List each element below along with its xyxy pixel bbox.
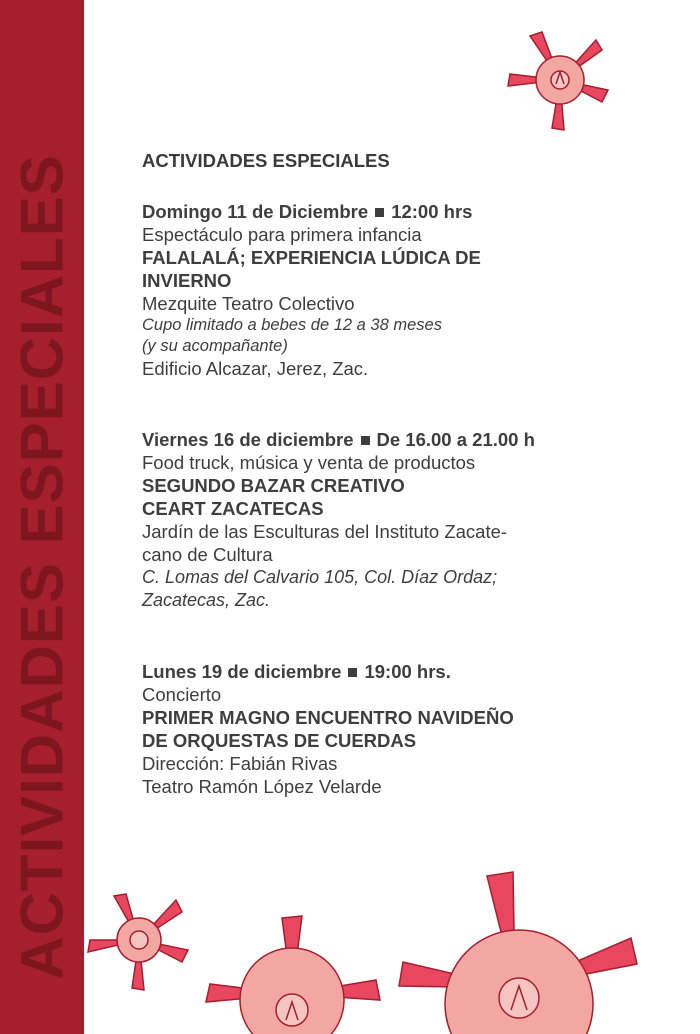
event-venue: Teatro Ramón López Velarde — [142, 776, 382, 797]
event-date: Viernes 16 de diciembre — [142, 429, 354, 450]
event-title: INVIERNO — [142, 270, 232, 291]
event-date: Lunes 19 de diciembre — [142, 661, 342, 682]
event-listing — [142, 150, 662, 846]
pinata-illustration-small — [84, 890, 194, 995]
sidebar-band — [0, 0, 84, 1034]
vertical-title: ACTIVIDADES ESPECIALES — [8, 154, 76, 980]
event-director: Dirección: Fabián Rivas — [142, 753, 338, 774]
event-venue: Edificio Alcazar, Jerez, Zac. — [142, 358, 369, 379]
pinata-illustration-top — [500, 28, 620, 138]
event-category: Concierto — [142, 684, 222, 705]
event-address: Zacatecas, Zac. — [142, 590, 271, 610]
pinata-illustration-medium — [200, 910, 390, 1034]
square-bullet-icon — [348, 668, 357, 677]
event-note: (y su acompañante) — [142, 337, 288, 355]
event-item — [142, 200, 662, 380]
event-date-line — [142, 428, 662, 451]
event-time: 12:00 hrs — [391, 201, 473, 222]
event-item — [142, 428, 662, 612]
event-venue: Jardín de las Esculturas del Instituto Zacate- — [142, 521, 508, 542]
page-title: ACTIVIDADES ESPECIALES — [142, 150, 390, 171]
event-note: Cupo limitado a bebes de 12 a 38 meses — [142, 316, 442, 334]
event-category: Espectáculo para primera infancia — [142, 224, 422, 245]
square-bullet-icon — [361, 436, 370, 445]
event-date-line — [142, 200, 662, 223]
event-venue: cano de Cultura — [142, 544, 273, 565]
event-title: DE ORQUESTAS DE CUERDAS — [142, 730, 417, 751]
event-time: De 16.00 a 21.00 h — [376, 429, 535, 450]
event-date: Domingo 11 de Diciembre — [142, 201, 369, 222]
event-category: Food truck, música y venta de productos — [142, 452, 476, 473]
event-address: C. Lomas del Calvario 105, Col. Díaz Ordaz; — [142, 567, 498, 587]
event-title: CEART ZACATECAS — [142, 498, 324, 519]
event-title: PRIMER MAGNO ENCUENTRO NAVIDEÑO — [142, 707, 514, 728]
event-item — [142, 660, 662, 798]
event-title: SEGUNDO BAZAR CREATIVO — [142, 475, 405, 496]
pinata-illustration-large — [395, 868, 645, 1034]
event-title: FALALALÁ; EXPERIENCIA LÚDICA DE — [142, 247, 481, 268]
event-company: Mezquite Teatro Colectivo — [142, 293, 355, 314]
event-time: 19:00 hrs. — [364, 661, 451, 682]
event-date-line — [142, 660, 662, 683]
square-bullet-icon — [375, 208, 384, 217]
